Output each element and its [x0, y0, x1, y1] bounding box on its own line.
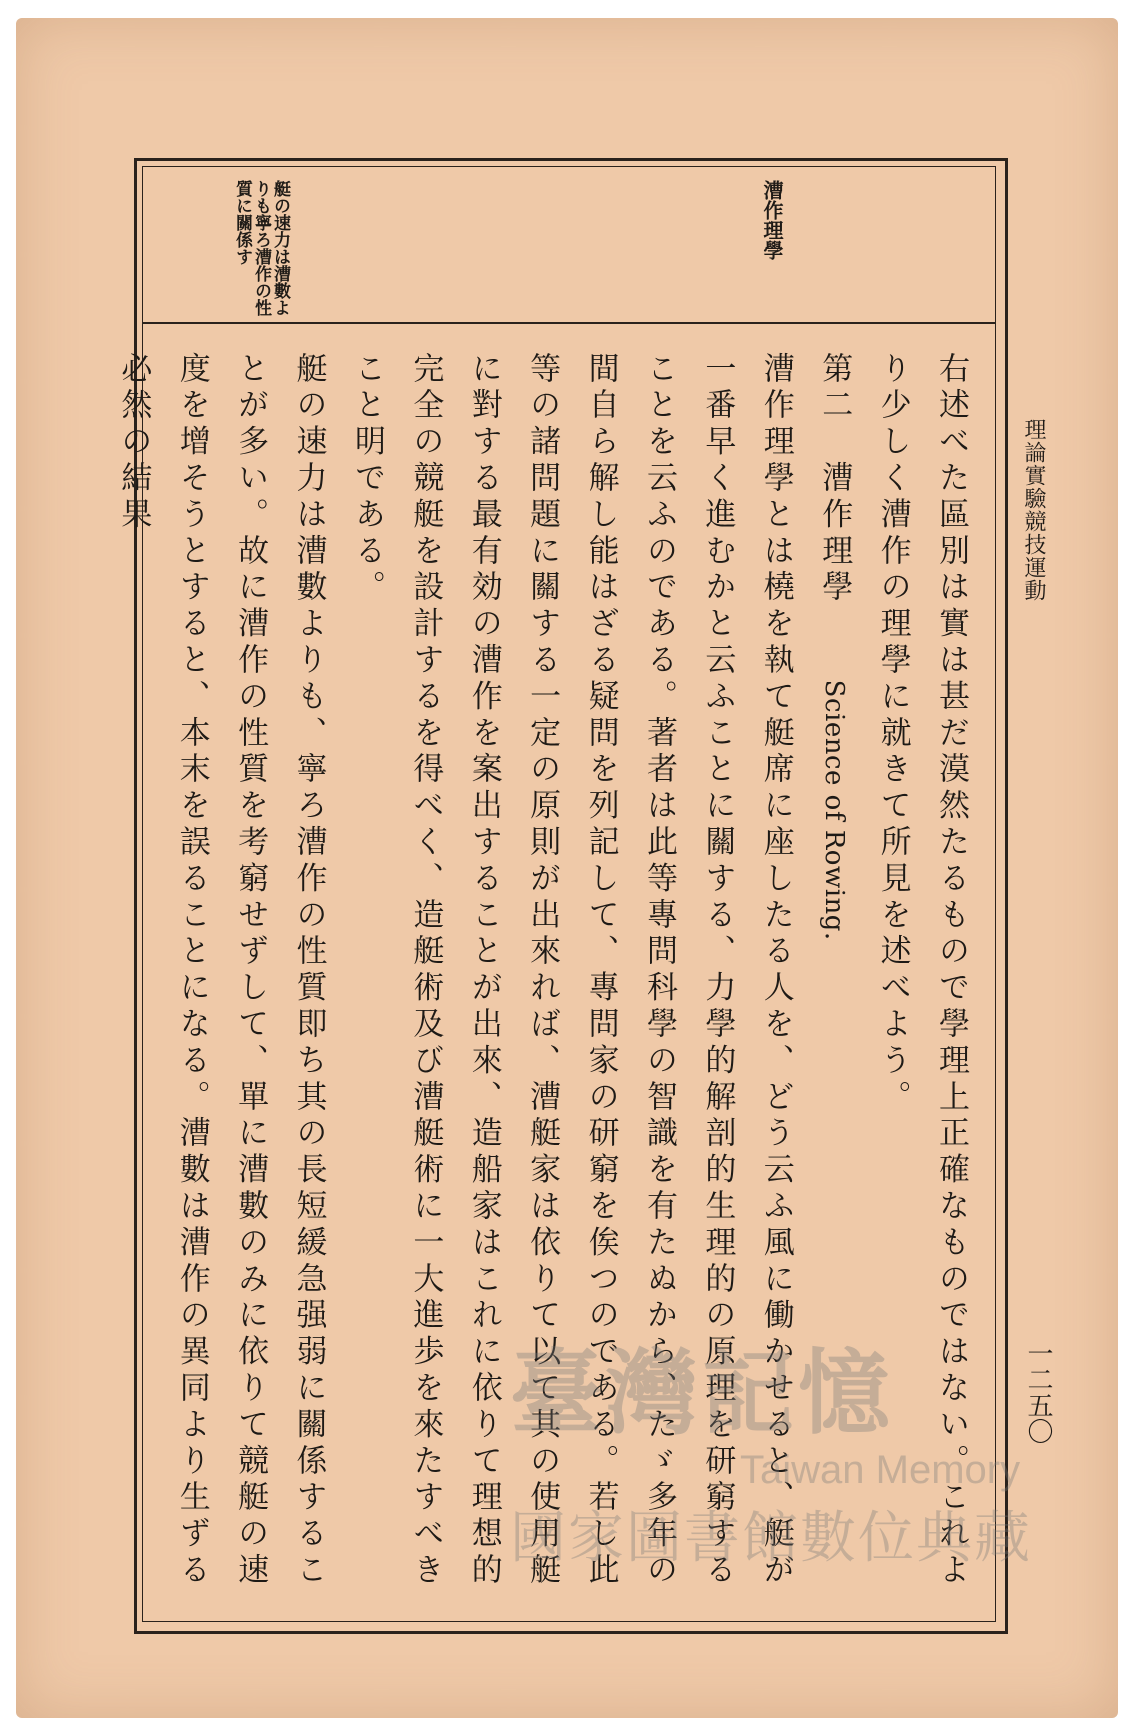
header-divider [142, 322, 995, 324]
paragraph-3: 艇の速力は漕數よりも、寧ろ漕作の性質即ち其の長短緩急强弱に關係することが多い。故に漕作の性質を考窮せずして、單に漕數のみに依りて競艇の速度を增そうとすると、本末を誤ることになる。漕數は漕作の異同より生ずる必然の結果 [115, 352, 327, 1590]
section-title: 漕作理學 [816, 461, 853, 607]
running-head: 理論實驗競技運動 [1021, 418, 1046, 602]
section-number: 第二 [816, 352, 853, 425]
section-header-label: 漕作理學 [760, 180, 784, 260]
page-number: 一二五〇 [1023, 1340, 1053, 1444]
watermark-chinese: 國家圖書館數位典藏 [510, 1506, 1032, 1571]
section-title-english: Science of Rowing. [819, 679, 850, 941]
marginal-note: 艇の速力は漕數よりも寧ろ漕作の性質に關係す [232, 180, 290, 316]
watermark [510, 1320, 1070, 1580]
watermark-logo: 臺灣記憶 [510, 1339, 895, 1447]
paragraph-2: 漕作理學とは橈を執て艇席に座したる人を、どう云ふ風に働かせると、艇が一番早く進むかと云ふことに關する、力學的解剖的生理的の原理を研窮することを云ふのである。著者は此等專問科學の智識を有たぬから、たゞ多年の間自ら解し能はざる疑問を列記して、專問家の研窮を俟つのである。若し此等の諸問題に關する一定の原則が出來れば、漕艇家は依りて以て其の使用艇に對する最有効の漕作を案出することが出來、造船家はこれに依りて理想的完全の競艇を設計するを得べく、造艇術及び漕艇術に一大進歩を來たすべきこと明である。 [348, 352, 794, 1590]
paragraph-1: 右述べた區別は實は甚だ漠然たるもので學理上正確なものではない。これより少しく漕作の理學に就きて所見を述べよう。 [874, 352, 969, 1590]
watermark-english: Taiwan Memory [740, 1448, 1021, 1492]
